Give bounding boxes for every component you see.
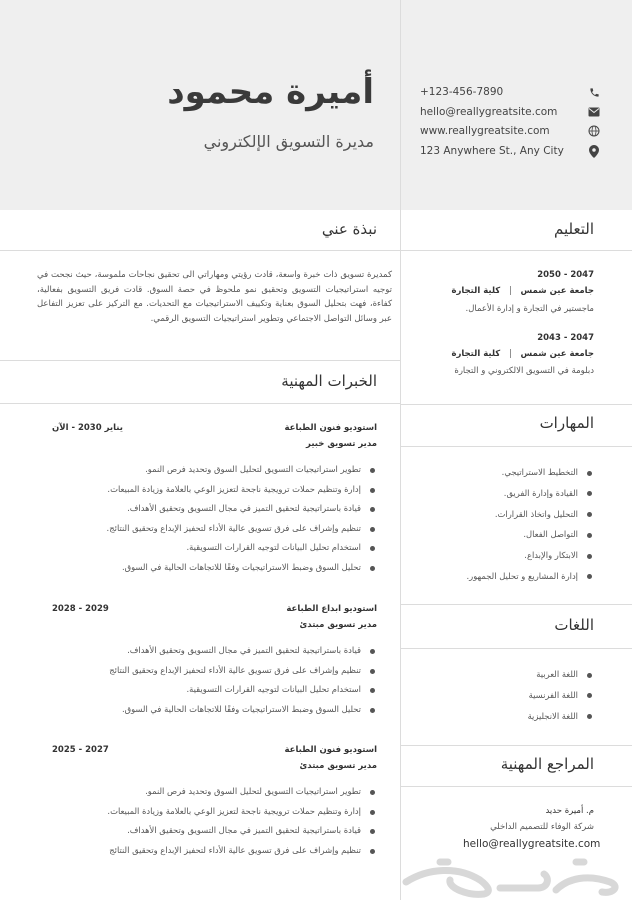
reference-email[interactable]: hello@reallygreatsite.com bbox=[463, 838, 601, 850]
education-years: 2047 - 2050 bbox=[537, 270, 594, 280]
education-institution: جامعة عين شمس | كلية التجارة bbox=[451, 286, 594, 296]
phone-icon bbox=[588, 86, 600, 98]
job-company: استوديو ابداع الطباعة bbox=[286, 604, 377, 614]
website-text[interactable]: www.reallygreatsite.com bbox=[420, 125, 550, 137]
list-item: استخدام تحليل البيانات لتوجيه القرارات التسويقية. bbox=[107, 538, 377, 558]
column-divider bbox=[400, 0, 401, 900]
references-divider bbox=[401, 786, 632, 787]
job-company: استوديو فنون الطباعة bbox=[284, 423, 377, 433]
skills-top-divider bbox=[401, 404, 632, 405]
list-item: الابتكار والإبداع. bbox=[467, 545, 594, 566]
list-item: اللغة العربية bbox=[528, 664, 594, 685]
list-item: التواصل الفعال. bbox=[467, 524, 594, 545]
list-item: قيادة باستراتيجية لتحقيق التميز في مجال التسويق وتحقيق الأهداف. bbox=[109, 641, 377, 661]
email-text[interactable]: hello@reallygreatsite.com bbox=[420, 106, 558, 118]
skills-heading: المهارات bbox=[539, 414, 594, 432]
experience-heading: الخبرات المهنية bbox=[281, 372, 377, 390]
education-institution: جامعة عين شمس | كلية التجارة bbox=[451, 349, 594, 359]
list-item: تنظيم وإشراف على فرق تسويق عالية الأداء لتحفيز الإبداع وتحقيق النتائج bbox=[107, 841, 377, 861]
job-date: يناير 2030 - الآن bbox=[52, 423, 123, 433]
education-degree: دبلومة في التسويق الالكتروني و التجارة bbox=[454, 366, 594, 376]
education-divider bbox=[401, 250, 632, 251]
skills-divider bbox=[401, 446, 632, 447]
education-degree: ماجستير في التجارة و إدارة الأعمال. bbox=[465, 304, 594, 314]
languages-list bbox=[528, 664, 594, 726]
about-divider bbox=[0, 250, 400, 251]
list-item: القيادة وإدارة الفريق. bbox=[467, 483, 594, 504]
list-item: التحليل واتخاذ القرارات. bbox=[467, 504, 594, 525]
job-company: استوديو فنون الطباعة bbox=[284, 745, 377, 755]
phone-text: +123-456-7890 bbox=[420, 86, 504, 98]
list-item: قيادة باستراتيجية لتحقيق التميز في مجال التسويق وتحقيق الأهداف. bbox=[107, 821, 377, 841]
reference-name: م. أميرة حديد bbox=[545, 806, 594, 816]
education-years: 2047 - 2043 bbox=[537, 333, 594, 343]
list-item: إدارة المشاريع و تحليل الجمهور. bbox=[467, 566, 594, 587]
list-item: تطوير استراتيجيات التسويق لتحليل السوق وتحديد فرص النمو. bbox=[107, 782, 377, 802]
job-bullets bbox=[107, 782, 377, 860]
contact-email bbox=[420, 102, 600, 122]
job-bullets bbox=[107, 460, 377, 577]
reference-company: شركة الوفاء للتصميم الداخلي bbox=[490, 822, 594, 832]
list-item: إدارة وتنظيم حملات ترويجية ناجحة لتعزيز الوعي بالعلامة وزيادة المبيعات. bbox=[107, 480, 377, 500]
experience-divider bbox=[0, 403, 400, 404]
contact-phone bbox=[420, 82, 600, 102]
watermark-logo bbox=[388, 848, 632, 900]
list-item: تحليل السوق وضبط الاستراتيجيات وفقًا للاتجاهات الحالية في السوق. bbox=[107, 558, 377, 578]
location-pin-icon bbox=[588, 145, 600, 157]
about-paragraph: كمديرة تسويق ذات خبرة واسعة، قادت رؤيتي ومهاراتي الى تحقيق نجاحات ملموسة، حيث نجحت في توجيه استراتيجيات التسويق وتحقيق نمو ملحوظ في حصة السوق. قادت فريق التسويق بفعالية، كفاءة، فهت بتحليل السوق بعناية وتكييف الاستراتيجيات مع التحديات. مع التركيز على تعزيز التفاعل عبر وسائل التواصل الاجتماعي وتطوير استراتيجيات التسويق الرقمي. bbox=[37, 270, 392, 324]
list-item: تنظيم وإشراف على فرق تسويق عالية الأداء لتحفيز الإبداع وتحقيق النتائج. bbox=[107, 519, 377, 539]
job-date: 2027 - 2025 bbox=[52, 745, 109, 755]
job-title: مديرة التسويق الإلكتروني bbox=[203, 132, 374, 151]
list-item: قيادة باستراتيجية لتحقيق التميز في مجال التسويق وتحقيق الأهداف. bbox=[107, 499, 377, 519]
experience-top-divider bbox=[0, 360, 400, 361]
contact-website bbox=[420, 121, 600, 141]
about-heading: نبذة عني bbox=[321, 220, 377, 238]
list-item: تطوير استراتيجيات التسويق لتحليل السوق وتحديد فرص النمو. bbox=[107, 460, 377, 480]
list-item: تحليل السوق وضبط الاستراتيجيات وفقًا للاتجاهات الحالية في السوق. bbox=[109, 700, 377, 720]
list-item: اللغة الانجليزية bbox=[528, 706, 594, 727]
job-role: مدير تسويق مبتدئ bbox=[299, 620, 377, 630]
job-date: 2029 - 2028 bbox=[52, 604, 109, 614]
list-item: التخطيط الاستراتيجي. bbox=[467, 462, 594, 483]
references-top-divider bbox=[401, 745, 632, 746]
job-role: مدير تسويق مبتدئ bbox=[299, 761, 377, 771]
person-name: أميرة محمود bbox=[167, 72, 374, 112]
languages-divider bbox=[401, 648, 632, 649]
job-role: مدير تسويق خبير bbox=[306, 439, 377, 449]
education-heading: التعليم bbox=[554, 220, 594, 238]
list-item: استخدام تحليل البيانات لتوجيه القرارات التسويقية. bbox=[109, 680, 377, 700]
skills-list bbox=[467, 462, 594, 587]
list-item: تنظيم وإشراف على فرق تسويق عالية الأداء لتحفيز الإبداع وتحقيق النتائج bbox=[109, 661, 377, 681]
languages-heading: اللغات bbox=[554, 616, 594, 634]
contact-address bbox=[420, 141, 600, 161]
globe-icon bbox=[588, 125, 600, 137]
job-bullets bbox=[109, 641, 377, 719]
address-text: 123 Anywhere St., Any City bbox=[420, 145, 564, 157]
references-heading: المراجع المهنية bbox=[500, 755, 594, 773]
list-item: اللغة الفرنسية bbox=[528, 685, 594, 706]
mail-icon bbox=[588, 106, 600, 118]
languages-top-divider bbox=[401, 604, 632, 605]
list-item: إدارة وتنظيم حملات ترويجية ناجحة لتعزيز الوعي بالعلامة وزيادة المبيعات. bbox=[107, 802, 377, 822]
